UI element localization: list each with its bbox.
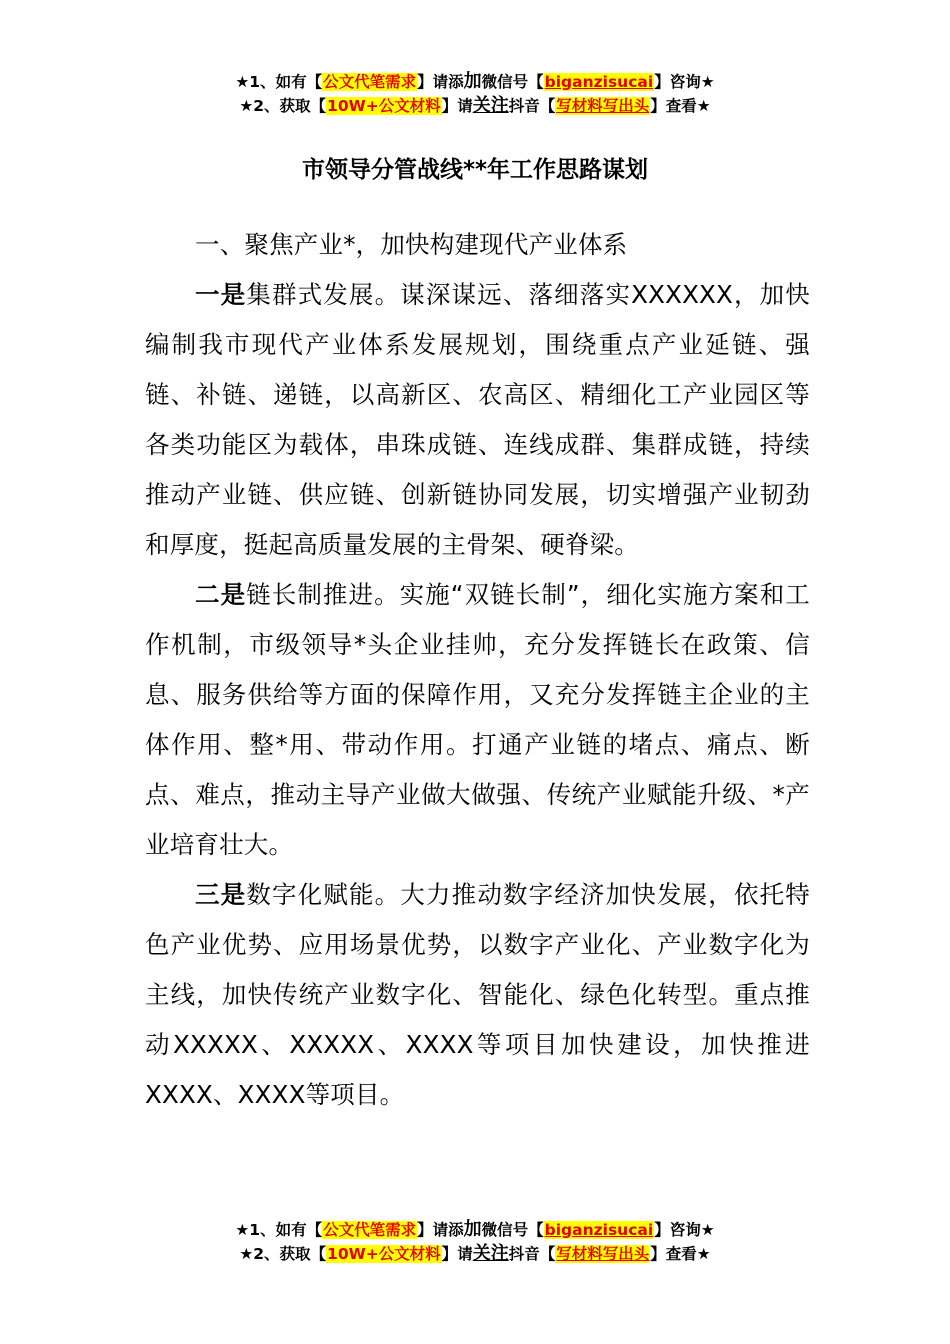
banner-text: 】请添 (417, 1221, 464, 1239)
highlight-materials: 10W+公文材料 (327, 97, 441, 115)
highlight-douyin: 写材料写出头 (556, 97, 650, 115)
highlight-materials: 10W+公文材料 (327, 1245, 441, 1263)
banner-text: 】请添 (417, 73, 464, 91)
paragraph-lead: 一是 (195, 280, 247, 309)
banner-text: 】咨询★ (654, 1221, 715, 1239)
paragraph-text: 数字化赋能。大力推动数字经济加快发展，依托特色产业优势、应用场景优势，以数字产业化、产业数字化为主线，加快传统产业数字化、智能化、绿色化转型。重点推动XXXXX、XXXXX、XXXX等项目加快建设，加快推进XXXX、XXXX等项目。 (145, 880, 810, 1109)
banner-text: ★2、获取【 (239, 97, 327, 115)
banner-line-2 (0, 94, 950, 118)
banner-emphasis: 加 (463, 71, 482, 92)
banner-text: 】请 (441, 97, 473, 115)
highlight-service: 公文代笔需求 (323, 1221, 417, 1239)
banner-emphasis: 关注 (472, 95, 509, 116)
header-banner (0, 70, 950, 118)
banner-text: 抖音【 (508, 1245, 556, 1263)
section-heading: 一、聚焦产业*，加快构建现代产业体系 (195, 230, 628, 259)
banner-text: ★1、如有【 (235, 1221, 323, 1239)
banner-text: ★1、如有【 (235, 73, 323, 91)
banner-text: 抖音【 (508, 97, 556, 115)
banner-text: 微信号【 (481, 73, 544, 91)
banner-emphasis: 关注 (472, 1243, 509, 1264)
paragraph-3 (145, 870, 810, 1120)
banner-text: ★2、获取【 (239, 1245, 327, 1263)
document-title: 市领导分管战线**年工作思路谋划 (301, 157, 649, 183)
banner-text: 微信号【 (481, 1221, 544, 1239)
paragraph-1 (145, 270, 810, 570)
footer-banner (0, 1218, 950, 1266)
paragraph-lead: 三是 (195, 880, 247, 909)
highlight-douyin: 写材料写出头 (556, 1245, 650, 1263)
banner-line-1 (0, 1218, 950, 1242)
banner-text: 】咨询★ (654, 73, 715, 91)
paragraph-text: 链长制推进。实施“双链长制”，细化实施方案和工作机制，市级领导*头企业挂帅，充分发挥链长在政策、信息、服务供给等方面的保障作用，又充分发挥链主企业的主体作用、整*用、带动作用。打通产业链的堵点、痛点、断点、难点，推动主导产业做大做强、传统产业赋能升级、*产业培育壮大。 (145, 580, 811, 859)
document-body (145, 220, 810, 1120)
banner-emphasis: 加 (463, 1219, 482, 1240)
banner-line-2 (0, 1242, 950, 1266)
paragraph-text: 集群式发展。谋深谋远、落细落实XXXXXX，加快编制我市现代产业体系发展规划，围绕重点产业延链、强链、补链、递链，以高新区、农高区、精细化工产业园区等各类功能区为载体，串珠成链、连线成群、集群成链，持续推动产业链、供应链、创新链协同发展，切实增强产业韧劲和厚度，挺起高质量发展的主骨架、硬脊梁。 (145, 280, 810, 559)
banner-line-1 (0, 70, 950, 94)
banner-text: 】查看★ (650, 97, 711, 115)
paragraph-2 (145, 570, 810, 870)
banner-text: 】查看★ (650, 1245, 711, 1263)
banner-text: 】请 (441, 1245, 473, 1263)
highlight-wechat-id: biganzisucai (544, 1221, 654, 1239)
highlight-service: 公文代笔需求 (323, 73, 417, 91)
paragraph-lead: 二是 (195, 580, 247, 609)
highlight-wechat-id: biganzisucai (544, 73, 654, 91)
